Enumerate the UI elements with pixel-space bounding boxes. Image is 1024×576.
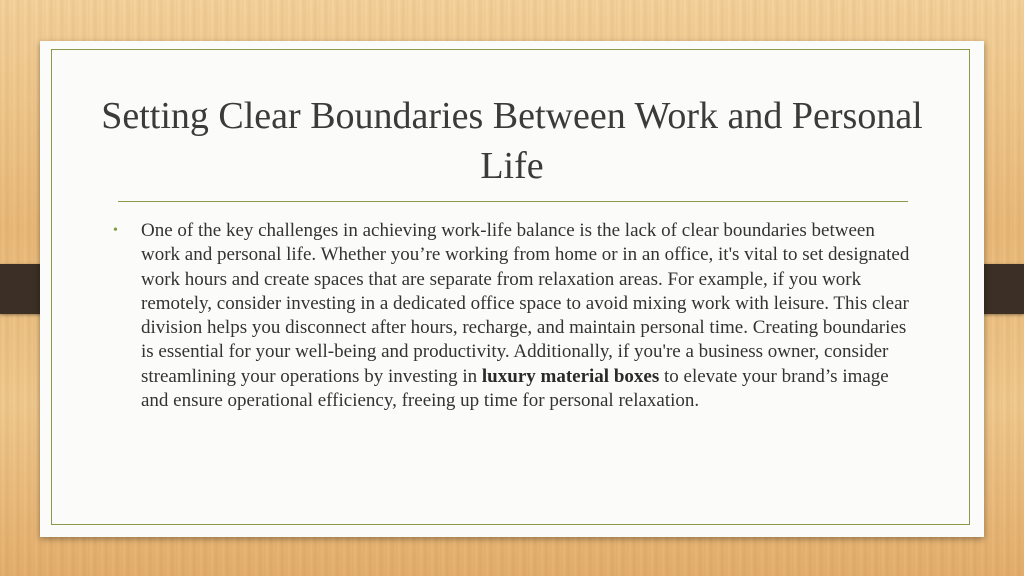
title-divider — [118, 201, 908, 202]
bullet-item — [113, 219, 913, 413]
paragraph-text-start: One of the key challenges in achieving work-life balance is the lack of clear boundaries between work and personal life. Whether you’re working from home or in an office, it's vital to set designated work hours and create spaces that are separate from relaxation areas. For example, if you work remotely, consider investing in a dedicated office space to avoid mixing work with leisure. This clear division helps you disconnect after hours, recharge, and maintain personal time. Creating boundaries is essential for your well-being and productivity. Additionally, if you're a business owner, consider streamlining your operations by investing in — [141, 220, 910, 387]
paragraph-text-end: to elevate your brand’s image and ensure operational efficiency, freeing up time for personal relaxation. — [141, 365, 889, 412]
paragraph-bold-link-text: luxury material boxes — [481, 365, 660, 387]
slide-title: Setting Clear Boundaries Between Work and Personal Life — [101, 95, 923, 187]
bullet-paragraph — [141, 219, 913, 413]
slide-paper — [40, 41, 984, 537]
bullet-icon: • — [113, 223, 118, 238]
